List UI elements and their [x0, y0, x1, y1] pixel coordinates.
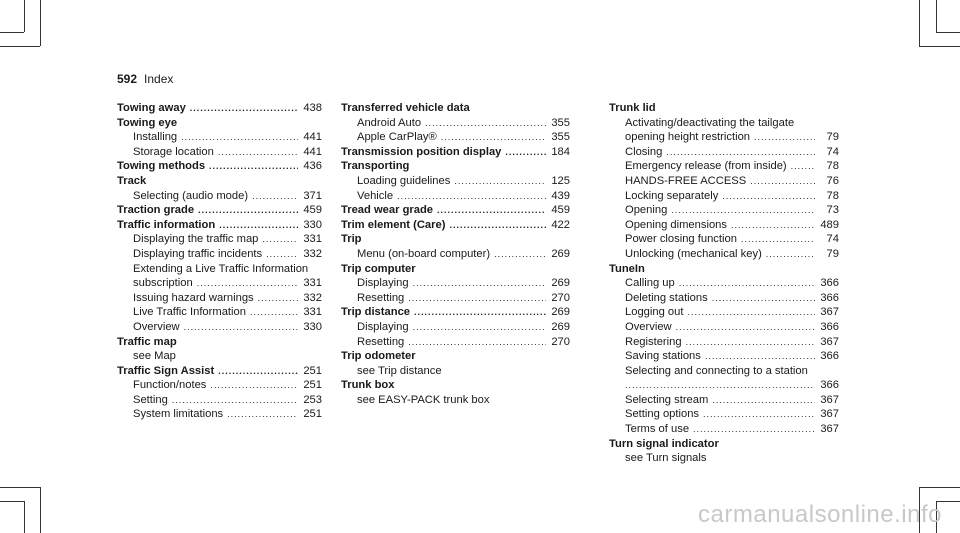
- entry-term: Power closing function: [625, 233, 737, 246]
- entry-term: Overview: [133, 320, 180, 333]
- index-heading: Trip computer: [341, 262, 416, 275]
- entry-term: Displaying the traffic map: [133, 233, 259, 246]
- entry-page-link[interactable]: 78: [826, 160, 839, 173]
- dot-leader: [494, 247, 546, 262]
- index-entry: [609, 130, 839, 145]
- entry-page-link[interactable]: 332: [303, 291, 322, 304]
- dot-leader: [227, 407, 298, 422]
- entry-page-link[interactable]: 422: [551, 218, 570, 231]
- index-entry: [341, 203, 570, 218]
- index-entry: [117, 320, 322, 335]
- entry-term: Setting: [133, 393, 168, 406]
- index-entry: [609, 407, 839, 422]
- entry-page-link[interactable]: 330: [303, 320, 322, 333]
- entry-term: Towing methods: [117, 160, 206, 173]
- entry-term: Calling up: [625, 277, 675, 290]
- index-entry: [341, 276, 570, 291]
- entry-term: Opening: [625, 204, 668, 217]
- section-title: Index: [144, 72, 174, 86]
- index-subentry: Selecting and connecting to a station: [625, 364, 808, 377]
- entry-term: Trim element (Care): [341, 218, 446, 231]
- index-entry: [117, 305, 322, 320]
- entry-page-link[interactable]: 367: [820, 393, 839, 406]
- dot-leader: [625, 378, 815, 393]
- dot-leader: [666, 145, 815, 160]
- dot-leader: [408, 291, 546, 306]
- dot-leader: [750, 174, 815, 189]
- index-entry: [117, 276, 322, 291]
- entry-page-link[interactable]: 74: [826, 145, 839, 158]
- entry-page-link[interactable]: 366: [820, 291, 839, 304]
- dot-leader: [262, 232, 298, 247]
- index-heading: Track: [117, 174, 147, 187]
- dot-leader: [190, 101, 298, 116]
- dot-leader: [425, 116, 546, 131]
- index-heading: Transferred vehicle data: [341, 102, 470, 114]
- entry-page-link[interactable]: 78: [826, 189, 839, 202]
- index-entry: [609, 320, 839, 335]
- dot-leader: [258, 291, 298, 306]
- entry-term: Towing away: [117, 102, 186, 114]
- dot-leader: [693, 422, 815, 437]
- entry-term: Selecting stream: [625, 393, 709, 406]
- entry-term: opening height restriction: [625, 131, 751, 144]
- index-entry: [609, 335, 839, 350]
- entry-page-link[interactable]: 366: [820, 277, 839, 290]
- entry-term: Setting options: [625, 408, 700, 421]
- entry-page-link[interactable]: 269: [551, 277, 570, 290]
- dot-leader: [741, 232, 815, 247]
- entry-page-link[interactable]: 367: [820, 335, 839, 348]
- entry-page-link[interactable]: 79: [826, 131, 839, 144]
- index-subentry: see Turn signals: [625, 452, 707, 465]
- dot-leader: [705, 349, 815, 364]
- entry-term: Apple CarPlay®: [357, 131, 437, 144]
- entry-term: Android Auto: [357, 116, 422, 129]
- entry-term: Traffic information: [117, 218, 216, 231]
- entry-term: Displaying: [357, 277, 409, 290]
- entry-term: HANDS-FREE ACCESS: [625, 174, 747, 187]
- dot-leader: [408, 335, 546, 350]
- entry-page-link[interactable]: 269: [551, 247, 570, 260]
- index-entry: [117, 232, 322, 247]
- entry-page-link[interactable]: 355: [551, 116, 570, 129]
- index-entry: [117, 218, 322, 233]
- entry-page-link[interactable]: 251: [303, 408, 322, 421]
- entry-term: Logging out: [625, 306, 684, 319]
- entry-page-link[interactable]: 79: [826, 247, 839, 260]
- index-entry: [117, 291, 322, 306]
- index-entry: [341, 218, 570, 233]
- entry-page-link[interactable]: 489: [820, 218, 839, 231]
- dot-leader: [197, 276, 298, 291]
- dot-leader: [731, 218, 815, 233]
- dot-leader: [181, 130, 298, 145]
- index-column-2: [341, 101, 570, 407]
- index-heading: TuneIn: [609, 262, 645, 275]
- entry-page-link[interactable]: 436: [303, 160, 322, 173]
- dot-leader: [722, 189, 815, 204]
- entry-term: Installing: [133, 131, 178, 144]
- index-heading: Traffic map: [117, 335, 177, 348]
- index-entry: [609, 159, 839, 174]
- dot-leader: [766, 247, 815, 262]
- entry-term: Displaying: [357, 320, 409, 333]
- dot-leader: [414, 305, 546, 320]
- entry-term: Displaying traffic incidents: [133, 247, 263, 260]
- crop-mark: [40, 0, 41, 46]
- entry-term: Tread wear grade: [341, 204, 434, 217]
- entry-term: Selecting (audio mode): [133, 189, 249, 202]
- dot-leader: [172, 393, 298, 408]
- index-entry: [117, 101, 322, 116]
- index-entry: [117, 364, 322, 379]
- index-subentry: see Trip distance: [357, 364, 442, 377]
- index-entry: [609, 276, 839, 291]
- index-entry: [117, 189, 322, 204]
- entry-page-link[interactable]: 330: [303, 218, 322, 231]
- dot-leader: [687, 305, 815, 320]
- entry-page-link[interactable]: 439: [551, 189, 570, 202]
- dot-leader: [754, 130, 815, 145]
- dot-leader: [397, 189, 546, 204]
- entry-page-link[interactable]: 331: [303, 277, 322, 290]
- dot-leader: [437, 203, 546, 218]
- index-column-1: [117, 101, 322, 422]
- index-heading: Turn signal indicator: [609, 437, 719, 450]
- index-entry: [609, 218, 839, 233]
- index-entry: [609, 203, 839, 218]
- dot-leader: [184, 320, 298, 335]
- entry-page-link[interactable]: 355: [551, 131, 570, 144]
- index-entry: [117, 159, 322, 174]
- index-entry: [609, 232, 839, 247]
- entry-page-link[interactable]: 269: [551, 306, 570, 319]
- crop-mark: [0, 32, 24, 33]
- entry-page-link[interactable]: 332: [303, 247, 322, 260]
- dot-leader: [679, 276, 815, 291]
- watermark: carmanualsonline.info: [698, 501, 942, 528]
- entry-page-link[interactable]: 367: [820, 423, 839, 436]
- dot-leader: [413, 320, 546, 335]
- entry-page-link[interactable]: 253: [303, 393, 322, 406]
- entry-page-link[interactable]: 459: [551, 204, 570, 217]
- entry-term: Live Traffic Information: [133, 306, 246, 319]
- entry-term: Unlocking (mechanical key): [625, 247, 762, 260]
- index-entry: [117, 247, 322, 262]
- index-subentry: Extending a Live Traffic Information: [133, 262, 309, 275]
- dot-leader: [454, 174, 546, 189]
- index-subentry: Activating/deactivating the tailgate: [625, 116, 795, 129]
- index-entry: [609, 291, 839, 306]
- entry-page-link[interactable]: 366: [820, 350, 839, 363]
- dot-leader: [198, 203, 298, 218]
- crop-mark: [24, 501, 25, 533]
- entry-page-link[interactable]: 251: [303, 379, 322, 392]
- index-entry: [341, 130, 570, 145]
- index-heading: Trunk box: [341, 379, 395, 392]
- index-entry: [341, 174, 570, 189]
- index-entry: [609, 393, 839, 408]
- entry-term: Resetting: [357, 335, 405, 348]
- index-heading: Transporting: [341, 160, 410, 173]
- dot-leader: [703, 407, 815, 422]
- entry-page-link[interactable]: 73: [826, 204, 839, 217]
- entry-term: Overview: [625, 320, 672, 333]
- dot-leader: [712, 291, 815, 306]
- index-entry: [117, 145, 322, 160]
- index-entry: [341, 145, 570, 160]
- index-entry: [117, 393, 322, 408]
- dot-leader: [252, 189, 298, 204]
- crop-mark: [24, 0, 25, 32]
- dot-leader: [505, 145, 546, 160]
- entry-page-link[interactable]: 125: [551, 174, 570, 187]
- entry-page-link[interactable]: 438: [303, 102, 322, 114]
- entry-term: Resetting: [357, 291, 405, 304]
- index-heading: Trunk lid: [609, 102, 656, 114]
- index-heading: Trip: [341, 233, 362, 246]
- index-entry: [117, 378, 322, 393]
- index-entry: [117, 130, 322, 145]
- dot-leader: [791, 159, 815, 174]
- entry-term: Saving stations: [625, 350, 701, 363]
- index-entry: [117, 407, 322, 422]
- index-entry: [341, 320, 570, 335]
- page-number: 592: [117, 72, 138, 86]
- entry-page-link[interactable]: 366: [820, 320, 839, 333]
- index-entry: [609, 349, 839, 364]
- entry-term: Traction grade: [117, 204, 195, 217]
- crop-mark: [936, 0, 937, 32]
- dot-leader: [250, 305, 298, 320]
- index-entry: [609, 305, 839, 320]
- entry-page-link[interactable]: 184: [551, 145, 570, 158]
- crop-mark: [919, 46, 960, 47]
- index-entry: [609, 422, 839, 437]
- entry-page-link[interactable]: 76: [826, 174, 839, 187]
- entry-page-link[interactable]: 371: [303, 189, 322, 202]
- index-entry: [341, 335, 570, 350]
- entry-page-link[interactable]: 74: [826, 233, 839, 246]
- entry-term: Transmission position display: [341, 145, 502, 158]
- entry-term: Menu (on-board computer): [357, 247, 491, 260]
- crop-mark: [919, 0, 920, 46]
- index-entry: [609, 247, 839, 262]
- entry-term: Emergency release (from inside): [625, 160, 787, 173]
- dot-leader: [686, 335, 815, 350]
- index-entry: [609, 145, 839, 160]
- entry-term: Storage location: [133, 145, 214, 158]
- entry-term: Trip distance: [341, 306, 411, 319]
- index-subentry: see Map: [133, 350, 176, 363]
- entry-page-link[interactable]: 270: [551, 291, 570, 304]
- dot-leader: [266, 247, 298, 262]
- dot-leader: [712, 393, 815, 408]
- dot-leader: [441, 130, 546, 145]
- entry-page-link[interactable]: 331: [303, 306, 322, 319]
- entry-term: Function/notes: [133, 379, 207, 392]
- crop-mark: [0, 46, 40, 47]
- entry-term: Opening dimensions: [625, 218, 727, 231]
- index-subentry: see EASY-PACK trunk box: [357, 393, 490, 406]
- index-heading: Towing eye: [117, 116, 178, 129]
- dot-leader: [671, 203, 815, 218]
- entry-term: Traffic Sign Assist: [117, 364, 215, 377]
- dot-leader: [413, 276, 546, 291]
- dot-leader: [449, 218, 546, 233]
- dot-leader: [219, 218, 298, 233]
- index-column-3: [609, 101, 839, 466]
- crop-mark: [0, 487, 40, 488]
- entry-page-link[interactable]: 441: [303, 131, 322, 144]
- dot-leader: [210, 378, 298, 393]
- index-entry: [609, 189, 839, 204]
- entry-term: Registering: [625, 335, 682, 348]
- entry-term: Vehicle: [357, 189, 394, 202]
- dot-leader: [218, 364, 298, 379]
- entry-term: subscription: [133, 277, 193, 290]
- entry-page-link[interactable]: 270: [551, 335, 570, 348]
- entry-term: Closing: [625, 145, 663, 158]
- dot-leader: [209, 159, 298, 174]
- entry-term: Deleting stations: [625, 291, 708, 304]
- dot-leader: [218, 145, 298, 160]
- entry-term: Issuing hazard warnings: [133, 291, 254, 304]
- index-entry: [341, 247, 570, 262]
- index-entry: [341, 305, 570, 320]
- crop-mark: [40, 487, 41, 533]
- page-header: [117, 72, 173, 86]
- entry-page-link[interactable]: 367: [820, 408, 839, 421]
- dot-leader: [676, 320, 815, 335]
- index-entry: [341, 116, 570, 131]
- index-heading: Trip odometer: [341, 350, 416, 363]
- entry-term: Terms of use: [625, 423, 690, 436]
- entry-term: Locking separately: [625, 189, 719, 202]
- crop-mark: [919, 487, 960, 488]
- entry-term: Loading guidelines: [357, 174, 451, 187]
- entry-page-link[interactable]: 269: [551, 320, 570, 333]
- index-entry-continuation: [609, 378, 839, 393]
- index-entry: [341, 189, 570, 204]
- crop-mark: [936, 32, 960, 33]
- entry-page-link[interactable]: 331: [303, 233, 322, 246]
- entry-page-link[interactable]: 459: [303, 204, 322, 217]
- entry-page-link[interactable]: 251: [303, 364, 322, 377]
- entry-page-link[interactable]: 441: [303, 145, 322, 158]
- index-entry: [609, 174, 839, 189]
- crop-mark: [0, 501, 24, 502]
- index-entry: [117, 203, 322, 218]
- entry-page-link[interactable]: 367: [820, 306, 839, 319]
- entry-term: System limitations: [133, 408, 224, 421]
- entry-page-link[interactable]: 366: [820, 379, 839, 392]
- index-entry: [341, 291, 570, 306]
